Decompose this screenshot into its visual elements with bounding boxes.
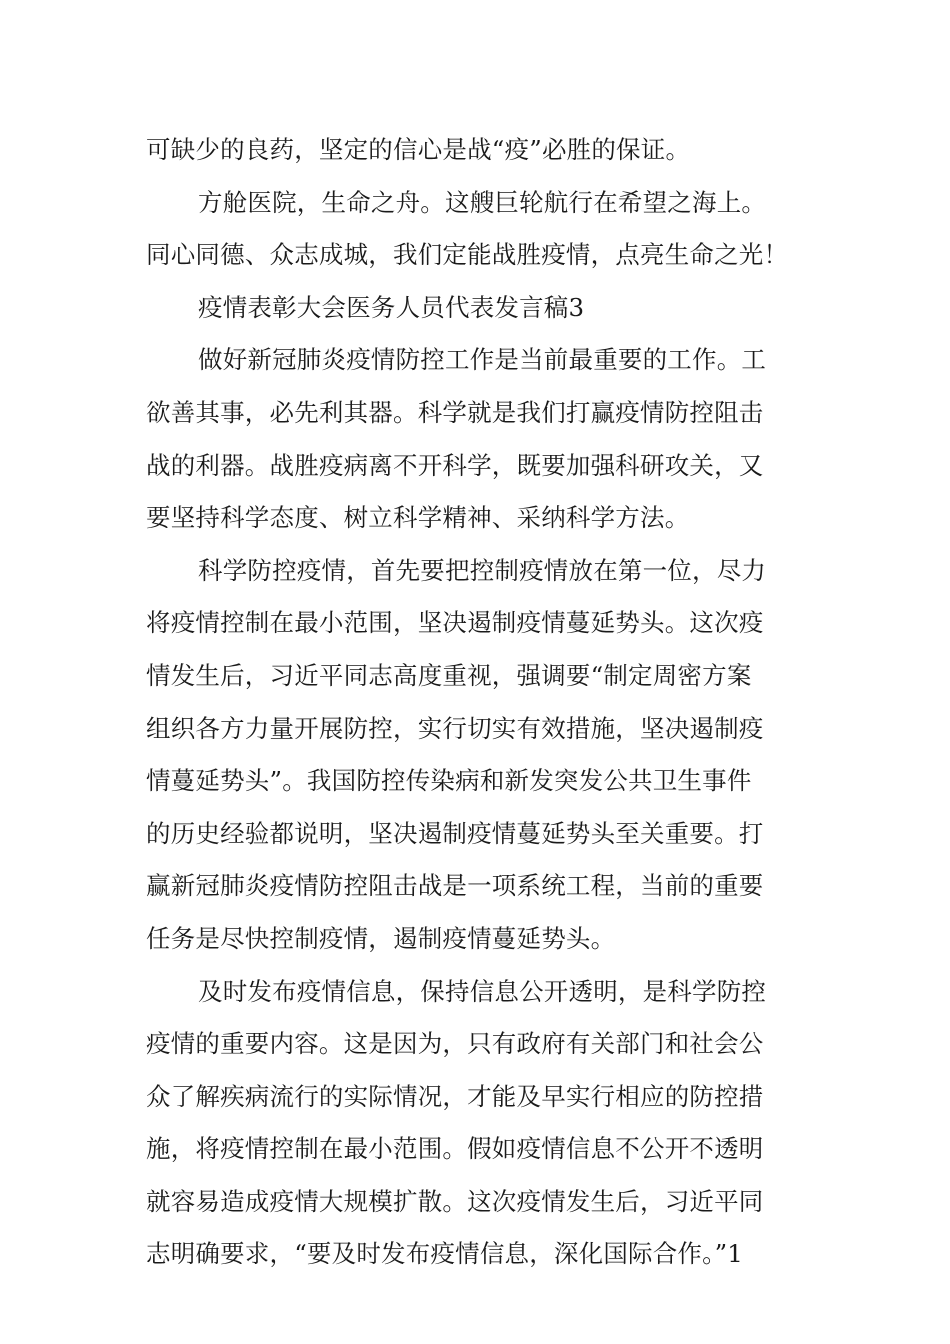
text-line: 施，将疫情控制在最小范围。假如疫情信息不公开不透明 — [146, 1134, 764, 1164]
text-line: 方舱医院，生命之舟。这艘巨轮航行在希望之海上。 — [198, 187, 767, 217]
text-line: 赢新冠肺炎疫情防控阻击战是一项系统工程，当前的重要 — [146, 871, 764, 901]
text-line: 欲善其事，必先利其器。科学就是我们打赢疫情防控阻击 — [146, 397, 764, 427]
text-line: 任务是尽快控制疫情，遏制疫情蔓延势头。 — [146, 923, 616, 953]
text-line: 战的利器。战胜疫病离不开科学，既要加强科研攻关，又 — [146, 450, 764, 480]
text-line: 可缺少的良药，坚定的信心是战“疫”必胜的保证。 — [146, 135, 691, 164]
text-line: 众了解疾病流行的实际情况，才能及早实行相应的防控措 — [146, 1081, 764, 1111]
text-line: 科学防控疫情，首先要把控制疫情放在第一位，尽力 — [198, 555, 767, 585]
text-line: 疫情表彰大会医务人员代表发言稿3 — [198, 292, 585, 322]
document-text-body — [146, 124, 816, 1281]
text-line: 的历史经验都说明，坚决遏制疫情蔓延势头至关重要。打 — [146, 818, 764, 848]
text-line: 情蔓延势头”。我国防控传染病和新发突发公共卫生事件 — [146, 766, 752, 796]
text-line: 做好新冠肺炎疫情防控工作是当前最重要的工作。工 — [198, 345, 767, 375]
text-line: 情发生后，习近平同志高度重视，强调要“制定周密方案 — [146, 660, 752, 690]
text-line: 就容易造成疫情大规模扩散。这次疫情发生后，习近平同 — [146, 1186, 764, 1216]
text-line: 要坚持科学态度、树立科学精神、采纳科学方法。 — [146, 503, 690, 533]
text-line: 同心同德、众志成城，我们定能战胜疫情，点亮生命之光！ — [146, 240, 789, 270]
text-line: 志明确要求，“要及时发布疫情信息，深化国际合作。”1 — [146, 1239, 744, 1269]
text-line: 组织各方力量开展防控，实行切实有效措施，坚决遏制疫 — [146, 713, 764, 743]
text-line: 及时发布疫情信息，保持信息公开透明，是科学防控 — [198, 976, 767, 1006]
text-line: 疫情的重要内容。这是因为，只有政府有关部门和社会公 — [146, 1029, 764, 1059]
text-line: 将疫情控制在最小范围，坚决遏制疫情蔓延势头。这次疫 — [146, 608, 764, 638]
